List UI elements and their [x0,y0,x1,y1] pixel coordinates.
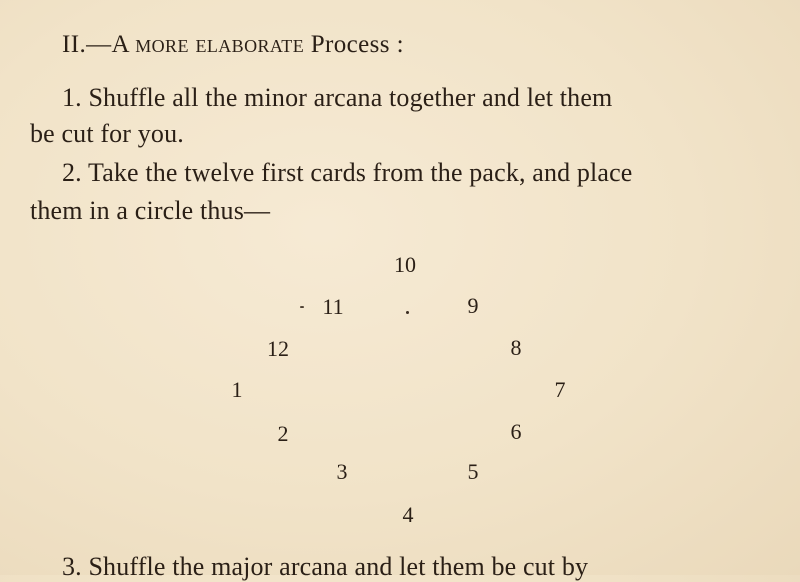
step-1-line-1: 1. Shuffle all the minor arcana together and let them [62,83,613,112]
circle-position-2: 2 [277,421,289,446]
circle-position-9: 9 [467,293,479,318]
circle-position-3: 3 [336,459,348,484]
section-heading [62,30,404,60]
circle-position-5: 5 [467,459,479,484]
step-2-line-2: them in a circle thus— [30,196,271,225]
circle-position-8: 8 [510,335,522,360]
circle-position-6: 6 [510,419,522,444]
circle-position-10: 10 [394,252,416,277]
print-speck [300,306,304,308]
circle-position-7: 7 [554,377,566,402]
heading-prefix: II.—A [62,31,136,58]
heading-suffix: : [389,31,404,58]
circle-position-11: 11 [322,294,344,319]
heading-small-caps: more elaborate [135,31,311,58]
circle-position-1: 1 [231,377,243,402]
step-2-line-1: 2. Take the twelve first cards from the pack, and place [62,158,633,187]
step-1-line-2: be cut for you. [30,119,184,148]
step-3-line-1: 3. Shuffle the major arcana and let them be cut by [62,552,589,581]
circle-position-4: 4 [402,502,414,527]
print-speck [406,311,409,314]
heading-process-word: Process [310,31,390,58]
circle-position-12: 12 [267,336,289,361]
